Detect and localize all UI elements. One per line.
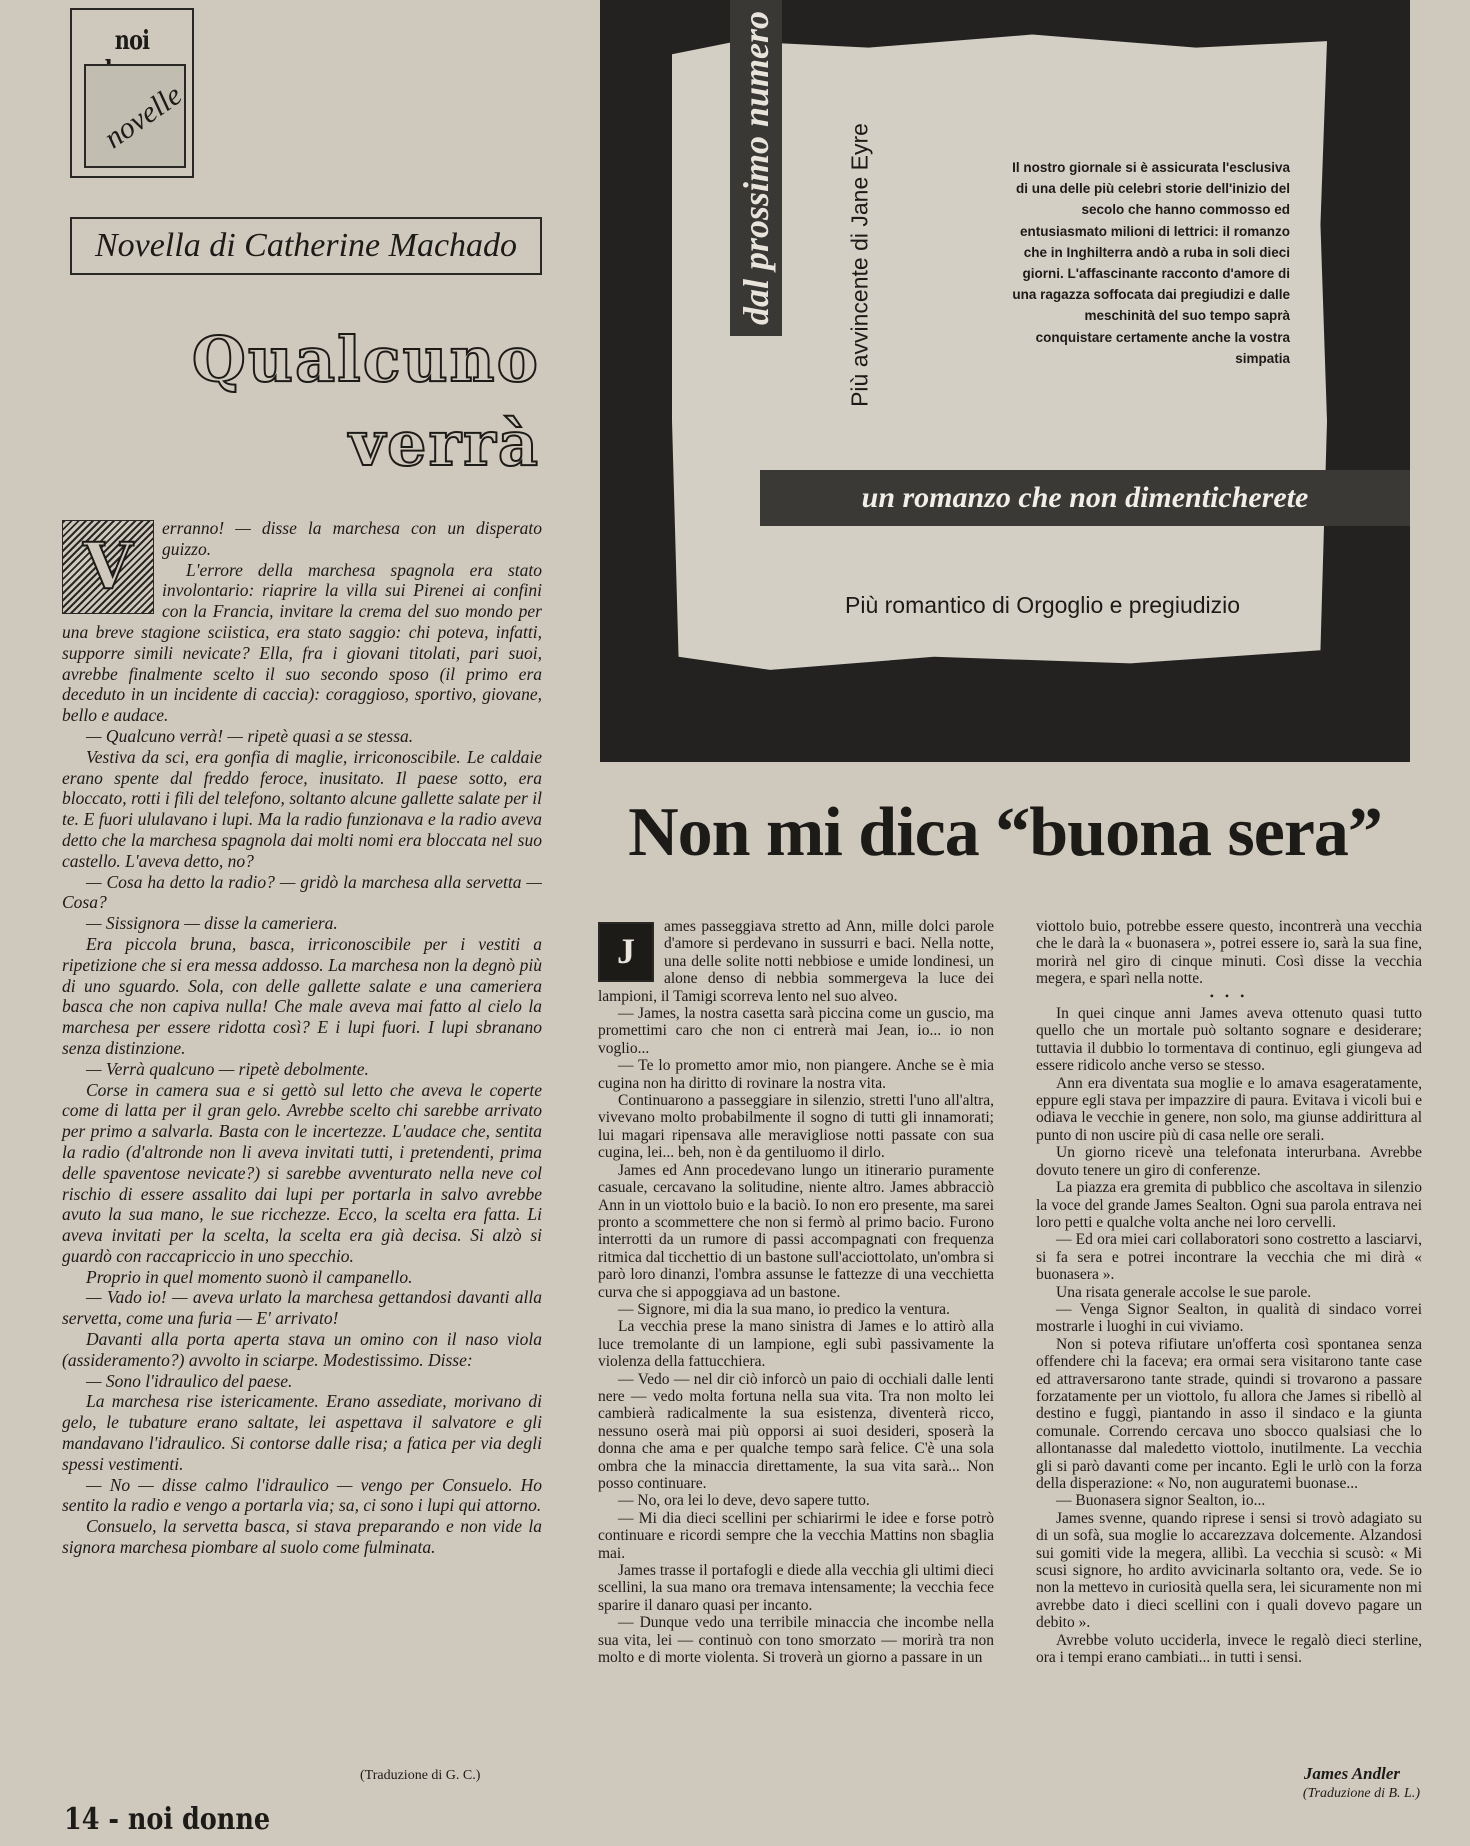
- paragraph: — Venga Signor Sealton, in qualità di sindaco vorrei mostrarle i luoghi in cui viviamo.: [1036, 1300, 1422, 1336]
- paragraph: viottolo buio, potrebbe essere questo, incontrerà una vecchia che le darà la « buonasera », potrei essere io, sarà la sua fine, morirà nel giro di cinque minuti. Così disse la vecchia megera, e sparì nella notte.: [1036, 918, 1422, 988]
- paragraph: — Vedo — nel dir ciò inforcò un paio di occhiali dalle lenti nere — vedo molta fortuna nella sua vita. Tra non molto lei cambierà radicalmente la sua esistenza, diventerà ricco, nessuno oserà mai più opporsi ai suoi desideri, sposerà la donna che ama e per qualche tempo sarà felice. C'è una sola ombra che la minaccia direttamente, la sua vita sarà... Non posso continuare.: [598, 1370, 994, 1492]
- story2-column-left: [598, 918, 994, 1666]
- paragraph: errannо! — disse la marchesa con un disperato guizzo.: [162, 518, 542, 559]
- story2-author: James Andler: [1303, 1764, 1400, 1783]
- section-box: [84, 64, 186, 168]
- paragraph: — Verrà qualcuno — ripetè debolmente.: [86, 1058, 369, 1079]
- promo-blurb: Il nostro giornale si è assicurata l'esclusiva di una delle più celebri storie dell'inizio del secolo che hanno commosso ed entusiasmato milioni di lettrici: il romanzo che in Inghilterra andò a ruba in soli dieci giorni. L'affascinante racconto d'amore di una ragazza soffocata dai pregiudizi e dalle meschinità del suo tempo saprà conquistare certamente anche la vostra simpatia: [1012, 160, 1290, 366]
- story1-dropcap: V: [62, 520, 154, 614]
- paragraph: Corse in camera sua e si gettò sul letto che aveva le coperte come di latta per il gran gelo. Avrebbe scelto chi sarebbe arrivato per primo a salvarla. Basta con le incertezze. L'audace che, sentita la radio (d'altronde non li aveva invitati tutti, i pretendenti, prima delle spaventose nevicate?) si sarebbe avventurato nella neve col rischio di essere assalito dai lupi per portarla in salvo avrebbe avuto la sua mano, le sue ricchezze. Ecco, la scelta era fatta. Li aveva invitati per la scelta, la scelta era già decisa. Si alzò si guardò con raccapriccio in uno specchio.: [62, 1079, 542, 1266]
- story1-title-line2: verrà: [349, 407, 540, 480]
- section-divider: • • •: [1209, 988, 1249, 1003]
- paragraph: La marchesa rise istericamente. Erano assediate, morivano di gelo, le tubature erano saltate, lei aspettava il salvatore e gli mandavano l'idraulico. Si contorse dalle risa; a fatica per via degli spessi vestimenti.: [62, 1391, 542, 1474]
- paragraph: James ed Ann procedevano lungo un itinerario puramente casuale, cercavano la solitudine, niente altro. James abbracciò Ann in un viottolo buio e la baciò. Io non ero presente, ma sarei pronto a scommettere che non si fermò al primo bacio. Furono interrotti da un rumore di passi accompagnati con frequenza ritmica dal ticchettio di un bastone sull'acciottolato, un'ombra si parò loro dinanzi, l'ombra assunse le fattezze di una vecchietta curva che si appoggiava ad un bastone.: [598, 1161, 994, 1301]
- promo-vertical-tagline: Più avvincente di Jane Eyre: [846, 123, 873, 407]
- paragraph: Davanti alla porta aperta stava un omino con il naso viola (assideramento?) avvolto in sciarpe. Modestissimo. Disse:: [62, 1329, 542, 1370]
- story1-title-line1: Qualcuno: [191, 323, 540, 396]
- paragraph: — Mi dia dieci scellini per schiarirmi le idee e forse potrò continuare e ricordi sempre che la vecchia Mattins non sbaglia mai.: [598, 1509, 994, 1562]
- paragraph: — Vado io! — aveva urlato la marchesa gettandosi davanti alla servetta, come una furia — E' arrivato!: [62, 1287, 542, 1329]
- paragraph: La piazza era gremita di pubblico che ascoltava in silenzio la voce del grande James Sealton. Ogni sua parola entrava nei loro petti e qualche volta anche nei loro cervelli.: [1036, 1179, 1422, 1231]
- story2-headline: Non mi dica “buona sera”: [628, 794, 1382, 871]
- paragraph: La vecchia prese la mano sinistra di James e lo attirò alla luce tremolante di un lampione, egli subì passivamente la violenza della fattucchiera.: [598, 1318, 994, 1371]
- paragraph: Avrebbe voluto ucciderla, invece le regalò dieci sterline, ora i tempi erano cambiati... in tutti i sensi.: [1036, 1631, 1422, 1667]
- paragraph: — No, ora lei lo deve, devo sapere tutto.: [618, 1492, 870, 1510]
- paragraph: — Sissignora — disse la cameriera.: [86, 913, 338, 934]
- story1-credit: (Traduzione di G. C.): [360, 1768, 481, 1783]
- story1-title: [100, 318, 540, 486]
- masthead-logo: [70, 8, 194, 178]
- paragraph: — No — disse calmo l'idraulico — vengo per Consuelo. Ho sentito la radio e vengo a portarla via; sa, ci sono i lupi qui attorno.: [62, 1474, 542, 1516]
- paragraph: Consuelo, la servetta basca, si stava preparando e non vide la signora marchesa piombare al suolo come fulminata.: [62, 1516, 542, 1558]
- story2-dropcap: J: [598, 922, 654, 982]
- paragraph: Vestiva da sci, era gonfia di maglie, irriconoscibile. Le caldaie erano spente dal freddo feroce, inusitato. Il paese sotto, era bloccato, rotti i fili del telefono, soltanto alcune gallette salate per il te. E fuori ululavano i lupi. Ma la radio funzionava e la radio aveva detto che la marchesa spagnola dai molti nomi era bloccata nel suo castello. L'aveva detto, no?: [62, 746, 542, 871]
- promo-tagline: Più romantico di Orgoglio e pregiudizio: [845, 592, 1241, 618]
- story2-column-right: [1036, 918, 1422, 1666]
- section-label: novelle: [98, 78, 188, 155]
- paragraph: Ann era diventata sua moglie e lo amava esageratamente, eppure egli stava per impazzire di paura. Evitava i vicoli bui e odiava le vecchie in genere, non solo, ma giunse addirittura al punto di non uscire più di casa nelle ore serali.: [1036, 1074, 1422, 1144]
- paragraph: — James, la nostra casetta sarà piccina come un guscio, ma promettimi caro che non ci entrerà mai Jean, io... io non voglio...: [598, 1005, 994, 1057]
- paragraph: — Te lo prometto amor mio, non piangere. Anche se è mia cugina non ha diritto di rovinare la nostra vita.: [598, 1057, 994, 1092]
- paragraph: James svenne, quando riprese i sensi si trovò adagiato su di un sofà, sua moglie lo accarezzava dolcemente. Alzandosi sui gomiti vide la megera, allibì. La vecchia si scusò: « Mi scusi signore, ho ardito avvicinarla soltanto ora, vede. Se io non la mettevo in curiosità quella sera, lei sicuramente non mi avrebbe dato i dieci scellini con i quali dovevo pagare un debito ».: [1036, 1509, 1422, 1632]
- promo-next-issue: dal prossimo numero: [730, 0, 782, 336]
- paragraph: — Signore, mi dia la sua mano, io predico la ventura.: [618, 1300, 950, 1318]
- paragraph: Non si poteva rifiutare un'offerta così spontanea senza offendere chi la faceva; era ormai sera visitarono tante case ed attraversarono tante strade, quindi si trovarono a passare forzatamente per un viottolo, fu allora che James si ribellò al destino e fuggì, piantando in asso il sindaco e la giunta comunale. Correndo cercava uno sbocco qualsiasi che lo allontanasse dal maledetto viottolo, inutilmente. La vecchia gli si parò davanti come per incanto. Egli le urlò con la forza della disperazione: « No, non auguratemi buonasе...: [1036, 1335, 1422, 1492]
- promo-banner: un romanzo che non dimenticherete: [760, 470, 1410, 526]
- story1-body: [62, 518, 542, 1558]
- paragraph: In quei cinque anni James aveva ottenuto quasi tutto quello che un mortale può soltanto sognare e desiderare; tuttavia il dubbio lo tormentava di continuo, egli giungeva ad essere ridicolo anche verso se stesso.: [1036, 1005, 1422, 1075]
- paragraph: James trasse il portafogli e diede alla vecchia gli ultimi dieci scellini, la sua mano ora tremava intensamente; la vecchia fece sparire il danaro quasi per incanto.: [598, 1562, 994, 1614]
- paragraph: — Cosa ha detto la radio? — gridò la marchesa alla servetta — Cosa?: [62, 871, 542, 913]
- paragraph: — Qualcuno verrà! — ripetè quasi a se stessa.: [86, 725, 414, 746]
- paragraph: — Dunque vedo una terribile minaccia che incombe nella sua vita, lei — continuò con tono smorzato — morirà tra non molto e di morte violenta. Si troverà un giorno a passare in un: [598, 1614, 994, 1667]
- paragraph: Proprio in quel momento suonò il campanello.: [86, 1266, 413, 1287]
- paragraph: — Buonasera signor Sealton, io...: [1056, 1492, 1266, 1510]
- story1-byline: Novella di Catherine Machado: [70, 217, 542, 275]
- paragraph: ames passeggiava stretto ad Ann, mille dolci parole d'amore si perdevano in sussurri e baci. Nella notte, una delle solite notti nebbiose e umide londinesi, un alone denso di nebbia sommergeva la luce dei lampioni, il Tamigi scorreva lento nel suo alveo.: [598, 918, 994, 1005]
- paragraph: Era piccola bruna, basca, irriconoscibile per i vestiti a ripetizione che si era messa addosso. La marchesa non la degnò più di uno sguardo. Sola, con delle gallette salate e una cameriera basca che non capiva nulla! Che male aveva mai fatto al cielo la marchesa per essere ridotta così? E i lupi fuori. I lupi sbranano senza distinzione.: [62, 933, 542, 1058]
- paragraph: — Sono l'idraulico del paese.: [86, 1370, 293, 1391]
- masthead-title: noi: [114, 26, 150, 56]
- paragraph: Continuarono a passeggiare in silenzio, stretti l'uno all'altra, vivevano molto probabilmente il sogno di tutti gli innamorati; lui magari ripensava alle meravigliose notti passate con sua cugina, lei... beh, non è da gentiluomo il dirlo.: [598, 1092, 994, 1162]
- paragraph: L'errore della marchesa spagnola era stato involontario: riaprire la villa sui Pirenei ai confini con la Francia, invitare la crema del suo mondo per una breve stagione sciistica, era stato saggio: chi poteva, infatti, supporre simili nevicate? Ella, fra i giovani titolati, pari suoi, avrebbe finalmente scelto il suo secondo sposo (il primo era deceduto in un incidente di caccia): coraggioso, sportivo, giovane, bello e audace.: [62, 559, 542, 726]
- paragraph: — Ed ora miei cari collaboratori sono costretto a lasciarvi, si fa sera e potrei incontrare la vecchia che mi dirà « buonasera ».: [1036, 1231, 1422, 1284]
- paragraph: Un giorno ricevè una telefonata interurbana. Avrebbe dovuto tenere un giro di conferenze.: [1036, 1144, 1422, 1179]
- page-folio: 14 - noi donne: [64, 1802, 271, 1837]
- paragraph: Una risata generale accolse le sue parole.: [1056, 1283, 1312, 1301]
- story2-credit: (Traduzione di B. L.): [1302, 1786, 1420, 1801]
